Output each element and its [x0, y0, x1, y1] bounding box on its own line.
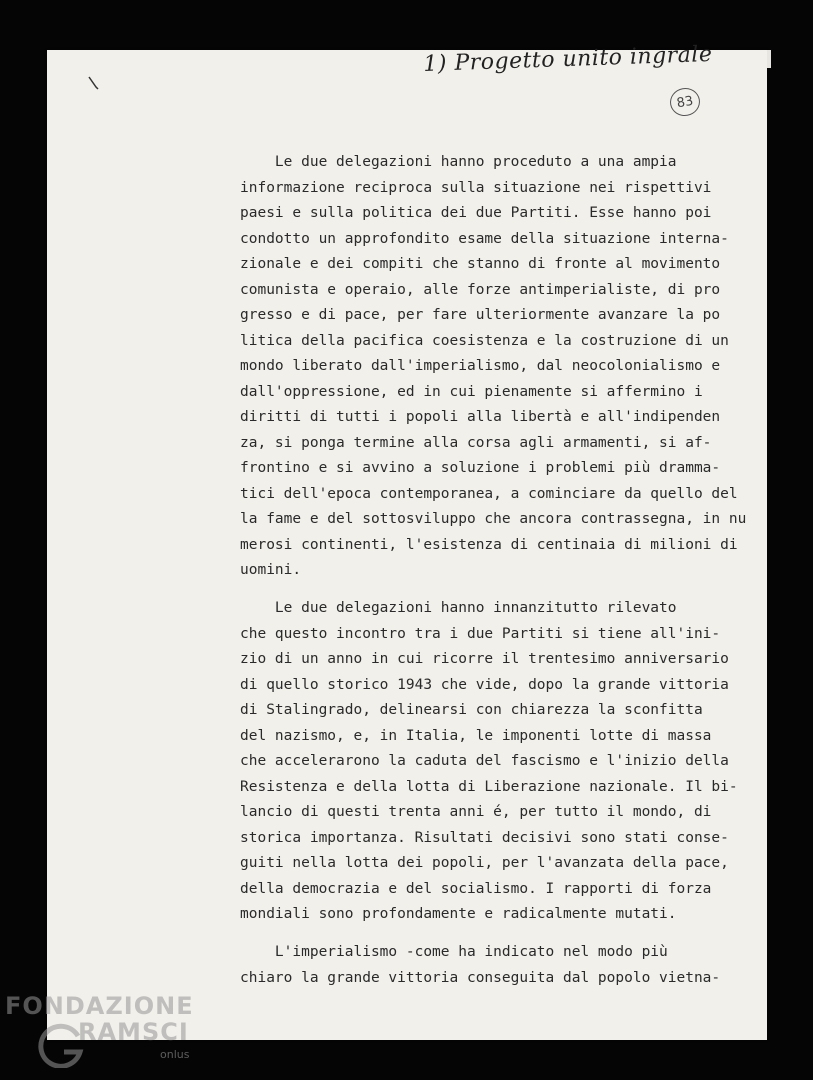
text-line: comunista e operaio, alle forze antimperialiste, di pro [240, 281, 721, 298]
watermark-onlus: onlus [160, 1048, 190, 1061]
paragraph-3 [240, 940, 760, 991]
text-line: di Stalingrado, delinearsi con chiarezza la sconfitta [240, 702, 703, 718]
text-line: la fame e del sottosviluppo che ancora contrassegna, in nu [240, 511, 747, 527]
text-line: mondiali sono profondamente e radicalmente mutati. [240, 906, 677, 922]
watermark-line2: RAMSCI [78, 1018, 189, 1046]
text-line: di quello storico 1943 che vide, dopo la grande vittoria [240, 676, 729, 693]
text-line: merosi continenti, l'esistenza di centinaia di milioni di [240, 536, 738, 553]
text-line: che accelerarono la caduta del fascismo e l'inizio della [240, 753, 729, 769]
fondazione-gramsci-watermark [0, 990, 240, 1080]
text-line: storica importanza. Risultati decisivi sono stati conse- [240, 829, 729, 846]
text-line: frontino e si avvino a soluzione i problemi più dramma- [240, 460, 721, 476]
page-number-text: 83 [675, 93, 695, 111]
text-line: za, si ponga termine alla corsa agli armamenti, si af- [240, 434, 712, 451]
text-line: paesi e sulla politica dei due Partiti. Esse hanno poi [240, 205, 712, 221]
pencil-tick-icon [88, 75, 100, 91]
text-line: Le due delegazioni hanno innanzitutto rilevato [240, 600, 677, 616]
text-line: L'imperialismo -come ha indicato nel modo più [240, 944, 668, 960]
text-line: chiaro la grande vittoria conseguita dal popolo vietna- [240, 969, 721, 986]
text-line: litica della pacifica coesistenza e la costruzione di un [240, 332, 729, 349]
text-line: informazione reciproca sulla situazione nei rispettivi [240, 179, 712, 196]
text-line: dall'oppressione, ed in cui pienamente si affermino i [240, 383, 703, 400]
text-line: gresso e di pace, per fare ulteriormente avanzare la po [240, 307, 721, 323]
text-line: diritti di tutti i popoli alla libertà e all'indipenden [240, 409, 721, 425]
text-line: zio di un anno in cui ricorre il trentesimo anniversario [240, 651, 729, 667]
text-line: lancio di questi trenta anni é, per tutto il mondo, di [240, 804, 712, 820]
watermark-line1: FONDAZIONE [5, 992, 194, 1020]
paragraph-2 [240, 596, 760, 928]
text-line: tici dell'epoca contemporanea, a cominciare da quello del [240, 485, 738, 502]
text-line: uomini. [240, 562, 302, 578]
text-line: condotto un approfondito esame della situazione interna- [240, 230, 729, 247]
text-line: Le due delegazioni hanno proceduto a una ampia [240, 154, 677, 170]
text-line: Resistenza e della lotta di Liberazione nazionale. Il bi- [240, 778, 738, 795]
text-line: guiti nella lotta dei popoli, per l'avanzata della pace, [240, 855, 729, 871]
paragraph-1 [240, 150, 760, 584]
text-line: della democrazia e del socialismo. I rapporti di forza [240, 880, 712, 897]
handwritten-annotation: 1) Progetto unito ingrale [423, 41, 713, 77]
page-edge-tab [767, 50, 771, 68]
text-line: che questo incontro tra i due Partiti si tiene all'ini- [240, 625, 721, 642]
text-line: zionale e dei compiti che stanno di fronte al movimento [240, 256, 721, 272]
text-line: del nazismo, e, in Italia, le imponenti lotte di massa [240, 727, 712, 744]
text-line: mondo liberato dall'imperialismo, dal neocolonialismo e [240, 358, 721, 374]
